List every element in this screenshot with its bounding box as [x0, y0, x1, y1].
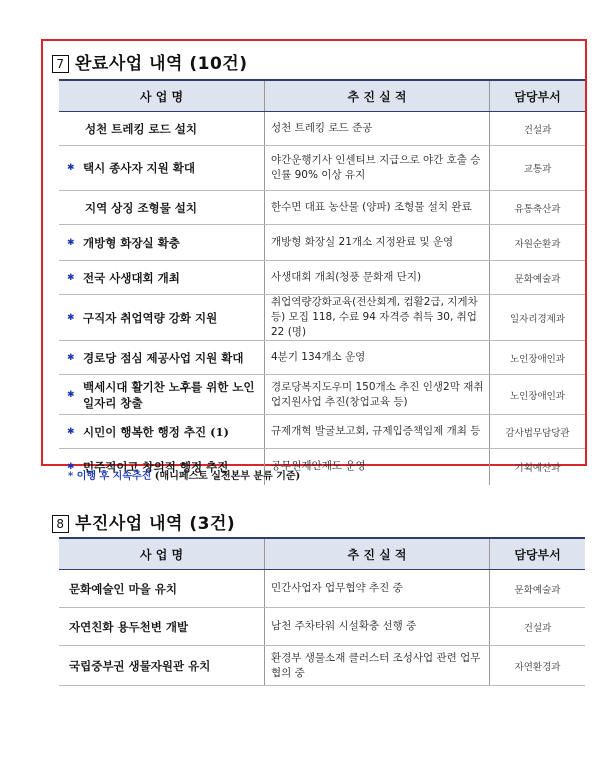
table-row [59, 570, 585, 608]
table-row [59, 375, 585, 415]
footnote-star: * [68, 471, 74, 482]
header-department: 담당부서 [490, 80, 586, 112]
department-cell: 건설과 [490, 608, 586, 646]
project-name: 개방형 화장실 확충 [83, 235, 180, 250]
star-icon: ✱ [67, 426, 75, 437]
project-name-cell [59, 415, 265, 449]
department-cell: 기획예산과 [490, 449, 586, 485]
department-cell: 문화예술과 [490, 570, 586, 608]
result-cell: 공무원제안제도 운영 [265, 449, 490, 485]
department-cell: 일자리경제과 [490, 295, 586, 341]
table-row [59, 341, 585, 375]
project-name-cell [59, 341, 265, 375]
department-cell: 감사법무담당관 [490, 415, 586, 449]
result-cell: 사생대회 개최(청풍 문화재 단지) [265, 261, 490, 295]
department-cell: 문화예술과 [490, 261, 586, 295]
result-cell: 야간운행기사 인센티브 지급으로 야간 호출 승인률 90% 이상 유지 [265, 146, 490, 191]
project-name-cell [59, 570, 265, 608]
section-7-title-text: 완료사업 내역 (10건) [75, 54, 248, 74]
project-name: 성천 트레킹 로드 설치 [85, 121, 197, 136]
project-name: 구직자 취업역량 강화 지원 [83, 310, 218, 325]
footnote-text: (매니페스토 실천본부 분류 기준) [154, 471, 301, 482]
result-cell: 한수면 대표 농산물 (양파) 조형물 설치 완료 [265, 191, 490, 225]
star-icon: ✱ [67, 312, 75, 323]
table-row [59, 646, 585, 686]
department-cell: 노인장애인과 [490, 341, 586, 375]
star-icon: ✱ [67, 272, 75, 283]
project-name-cell [59, 646, 265, 686]
department-cell: 건설과 [490, 112, 586, 146]
result-cell: 규제개혁 발굴보고회, 규제입증책임제 개최 등 [265, 415, 490, 449]
table-row [59, 415, 585, 449]
project-name: 민주적이고 창의적 행정 추진 [83, 459, 229, 474]
project-name: 시민이 행복한 행정 추진 (1) [83, 424, 229, 439]
table-row [59, 295, 585, 341]
project-name: 지역 상징 조형물 설치 [85, 200, 197, 215]
project-name-cell [59, 191, 265, 225]
table-row [59, 261, 585, 295]
project-name: 자연친화 용두천변 개발 [69, 619, 189, 634]
project-name: 택시 종사자 지원 확대 [83, 161, 195, 175]
star-icon: ✱ [67, 163, 75, 173]
footnote-highlight: 이행 후 지속추진 [76, 471, 152, 482]
table-row [59, 225, 585, 261]
result-cell: 4분기 134개소 운영 [265, 341, 490, 375]
project-name: 백세시대 활기찬 노후를 위한 노인일자리 창출 [83, 379, 255, 410]
star-icon: ✱ [67, 389, 75, 400]
header-project-name: 사 업 명 [59, 80, 265, 112]
star-icon: ✱ [67, 352, 75, 363]
table-row [59, 112, 585, 146]
result-cell: 민간사업자 업무협약 추진 중 [265, 570, 490, 608]
star-icon: ✱ [67, 461, 75, 472]
table-header-row [59, 538, 585, 570]
project-name: 경로당 점심 제공사업 지원 확대 [83, 350, 244, 365]
result-cell: 성천 트레킹 로드 준공 [265, 112, 490, 146]
footnote [68, 467, 300, 482]
header-result: 추 진 실 적 [265, 538, 490, 570]
project-name-cell [59, 295, 265, 341]
section-8-title [52, 509, 235, 534]
project-name: 전국 사생대회 개최 [83, 270, 180, 285]
header-project-name: 사 업 명 [59, 538, 265, 570]
section-8-number: 8 [52, 515, 69, 533]
project-name-cell [59, 261, 265, 295]
project-name-cell [59, 608, 265, 646]
project-name-cell [59, 375, 265, 415]
completed-projects-table [59, 79, 585, 485]
result-cell: 남천 주차타워 시설확충 선행 중 [265, 608, 490, 646]
table-header-row [59, 80, 585, 112]
result-cell: 환경부 생물소재 클러스터 조성사업 관련 업무협의 중 [265, 646, 490, 686]
result-cell: 경로당복지도우미 150개소 추진 인생2막 재취업지원사업 추진(창업교육 등) [265, 375, 490, 415]
project-name-cell [59, 146, 265, 191]
result-cell: 취업역량강화교육(전산회계, 컴활2급, 지게차 등) 모집 118, 수료 94 자격증 취득 30, 취업 22 (명) [265, 295, 490, 341]
header-department: 담당부서 [490, 538, 586, 570]
department-cell: 자원순환과 [490, 225, 586, 261]
result-cell: 개방형 화장실 21개소 지정완료 및 운영 [265, 225, 490, 261]
star-icon: ✱ [67, 237, 75, 248]
table-row [59, 608, 585, 646]
department-cell: 노인장애인과 [490, 375, 586, 415]
project-name-cell [59, 112, 265, 146]
stalled-projects-table [59, 537, 585, 686]
table-row [59, 146, 585, 191]
table-row [59, 191, 585, 225]
project-name: 국립중부권 생물자원관 유치 [69, 658, 211, 673]
department-cell: 교통과 [490, 146, 586, 191]
header-result: 추 진 실 적 [265, 80, 490, 112]
project-name-cell [59, 225, 265, 261]
department-cell: 유통축산과 [490, 191, 586, 225]
department-cell: 자연환경과 [490, 646, 586, 686]
project-name: 문화예술인 마을 유치 [69, 581, 177, 596]
section-7-number: 7 [52, 55, 69, 73]
section-8-title-text: 부진사업 내역 (3건) [75, 514, 236, 534]
